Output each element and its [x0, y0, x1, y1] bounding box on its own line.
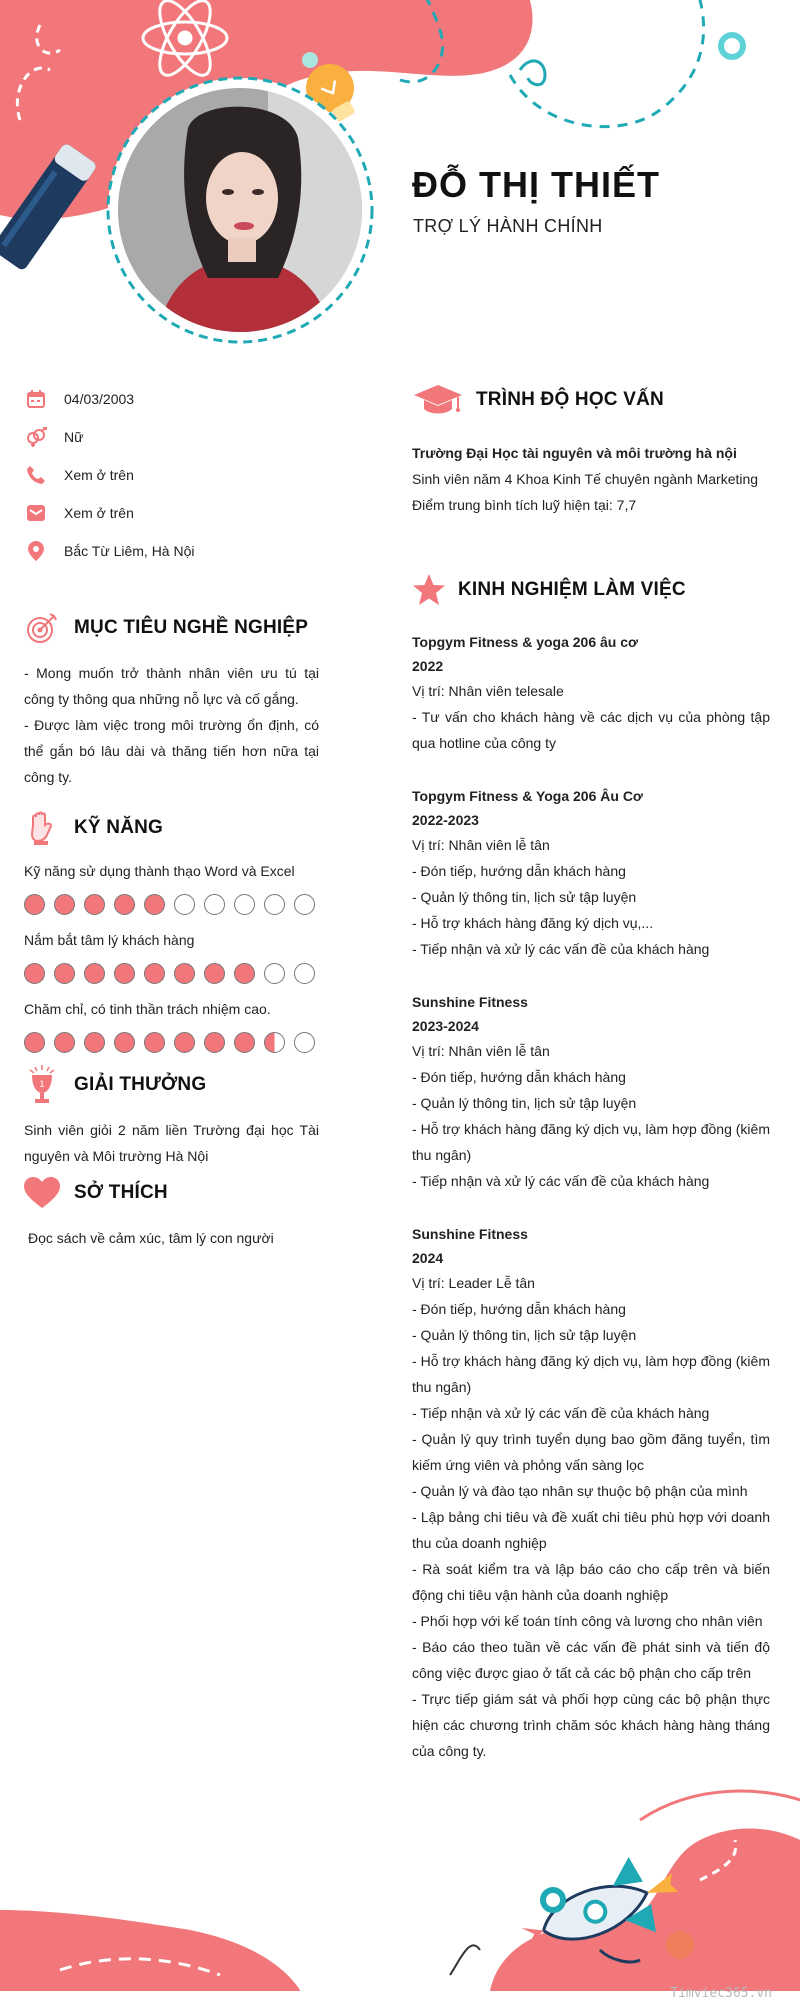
job-detail: - Rà soát kiểm tra và lập báo cáo cho cấp trên và biến động chi tiêu vận hành của doanh nghiệp — [412, 1561, 770, 1603]
hand-icon — [24, 810, 60, 846]
heart-icon — [24, 1175, 60, 1211]
rating-dot — [114, 1032, 135, 1053]
job-detail: - Lập bảng chi tiêu và đề xuất chi tiêu phù hợp với doanh thu của doanh nghiệp — [412, 1509, 770, 1551]
avatar — [118, 88, 362, 332]
rating-dot — [84, 1032, 105, 1053]
rating-dot — [54, 894, 75, 915]
skills-list — [24, 860, 319, 1053]
rating-dot — [264, 1032, 285, 1053]
email-icon — [24, 501, 48, 525]
job-detail: - Hỗ trợ khách hàng đăng ký dịch vụ, làm hợp đồng (kiêm thu ngân) — [412, 1121, 770, 1163]
rating-dot — [264, 963, 285, 984]
rating-dot — [24, 1032, 45, 1053]
calendar-icon — [24, 387, 48, 411]
rating-dot — [294, 1032, 315, 1053]
rating-dot — [234, 963, 255, 984]
education-school: Trường Đại Học tài nguyên và môi trường hà nội — [412, 445, 737, 461]
rating-dot — [114, 894, 135, 915]
job-company: Sunshine Fitness — [412, 1226, 528, 1242]
left-column — [24, 380, 319, 1251]
rating-dot — [174, 963, 195, 984]
contact-phone — [24, 456, 319, 494]
skill-name: Nắm bắt tâm lý khách hàng — [24, 932, 195, 948]
gender-icon — [24, 425, 48, 449]
job-detail: - Tiếp nhận và xử lý các vấn đề của khách hàng — [412, 941, 710, 957]
right-column — [412, 380, 770, 1792]
rating-dot — [204, 963, 225, 984]
job-detail: - Tư vấn cho khách hàng về các dịch vụ của phòng tập qua hotline của công ty — [412, 709, 770, 751]
job-detail: Vị trí: Nhân viên lễ tân — [412, 1043, 550, 1059]
trophy-icon — [24, 1067, 60, 1103]
job-detail: - Phối hợp với kế toán tính công và lương cho nhân viên — [412, 1613, 763, 1629]
job-entry — [412, 784, 770, 962]
hobbies-header — [24, 1175, 319, 1211]
experience-title: KINH NGHIỆM LÀM VIỆC — [458, 579, 686, 600]
job-detail: - Hỗ trợ khách hàng đăng ký dịch vụ,... — [412, 915, 654, 931]
job-detail: - Trực tiếp giám sát và phối hợp cùng các bộ phận thực hiện các chương trình chăm sóc khách hàng hàng tháng của công ty. — [412, 1691, 770, 1759]
awards-text: Sinh viên giỏi 2 năm liền Trường đại học Tài nguyên và Môi trường Hà Nội — [24, 1122, 319, 1164]
job-detail: - Quản lý thông tin, lịch sử tập luyện — [412, 889, 637, 905]
phone-value: Xem ở trên — [64, 467, 134, 483]
job-period: 2024 — [412, 1250, 444, 1266]
skill-rating — [24, 1032, 319, 1053]
candidate-name: ĐỖ THỊ THIẾT — [412, 164, 660, 205]
skills-header — [24, 810, 319, 846]
objective-line-2: - Được làm việc trong môi trường ổn định, có thể gắn bó lâu dài và thăng tiến hơn nữa tại công ty. — [24, 717, 319, 785]
contact-email — [24, 494, 319, 532]
job-entry — [412, 990, 770, 1194]
job-detail: - Quản lý và đào tạo nhân sự thuộc bộ phận của mình — [412, 1483, 748, 1499]
skill-rating — [24, 963, 319, 984]
rating-dot — [234, 894, 255, 915]
contact-gender — [24, 418, 319, 456]
hobbies-text: Đọc sách về cảm xúc, tâm lý con người — [28, 1230, 274, 1246]
job-detail: - Đón tiếp, hướng dẫn khách hàng — [412, 863, 626, 879]
address-value: Bắc Từ Liêm, Hà Nội — [64, 543, 195, 559]
objective-title: MỤC TIÊU NGHỀ NGHIỆP — [74, 617, 309, 638]
rating-dot — [144, 963, 165, 984]
job-entry — [412, 1222, 770, 1764]
skill-name: Kỹ năng sử dụng thành thạo Word và Excel — [24, 863, 295, 879]
rating-dot — [114, 963, 135, 984]
rating-dot — [294, 894, 315, 915]
rating-dot — [234, 1032, 255, 1053]
job-detail: - Tiếp nhận và xử lý các vấn đề của khách hàng — [412, 1405, 710, 1421]
job-detail: Vị trí: Leader Lễ tân — [412, 1275, 535, 1291]
rating-dot — [144, 1032, 165, 1053]
rating-dot — [204, 894, 225, 915]
experience-list — [412, 630, 770, 1764]
education-title: TRÌNH ĐỘ HỌC VẤN — [476, 389, 664, 410]
education-header — [412, 380, 770, 420]
skill-name: Chăm chỉ, có tinh thần trách nhiệm cao. — [24, 1001, 271, 1017]
target-icon — [24, 610, 60, 646]
rating-dot — [264, 894, 285, 915]
rating-dot — [174, 1032, 195, 1053]
education-line-1: Sinh viên năm 4 Khoa Kinh Tế chuyên ngành Marketing — [412, 471, 759, 487]
objective-line-1: - Mong muốn trở thành nhân viên ưu tú tại công ty thông qua những nỗ lực và cố gắng. — [24, 665, 319, 707]
svg-text:1: 1 — [39, 1079, 45, 1089]
job-period: 2023-2024 — [412, 1018, 479, 1034]
job-detail: - Hỗ trợ khách hàng đăng ký dịch vụ, làm hợp đồng (kiêm thu ngân) — [412, 1353, 770, 1395]
rating-dot — [84, 963, 105, 984]
rating-dot — [144, 894, 165, 915]
rating-dot — [174, 894, 195, 915]
star-icon — [412, 570, 450, 610]
awards-header — [24, 1067, 319, 1103]
rating-dot — [54, 963, 75, 984]
job-period: 2022-2023 — [412, 812, 479, 828]
location-icon — [24, 539, 48, 563]
objective-header — [24, 610, 319, 646]
rating-dot — [24, 894, 45, 915]
job-detail: - Tiếp nhận và xử lý các vấn đề của khách hàng — [412, 1173, 710, 1189]
graduation-cap-icon — [412, 380, 468, 420]
footer-decoration — [0, 1760, 800, 2011]
job-detail: - Quản lý thông tin, lịch sử tập luyện — [412, 1095, 637, 1111]
experience-header — [412, 570, 770, 610]
job-period: 2022 — [412, 658, 444, 674]
job-title: TRỢ LÝ HÀNH CHÍNH — [413, 216, 603, 236]
education-line-2: Điểm trung bình tích luỹ hiện tại: 7,7 — [412, 497, 637, 513]
job-company: Sunshine Fitness — [412, 994, 528, 1010]
watermark: Timviec365.vn — [670, 1986, 772, 2001]
skills-title: KỸ NĂNG — [74, 817, 164, 838]
job-company: Topgym Fitness & yoga 206 âu cơ — [412, 634, 638, 650]
rating-dot — [54, 1032, 75, 1053]
rating-dot — [24, 963, 45, 984]
rating-dot — [204, 1032, 225, 1053]
contact-address — [24, 532, 319, 570]
job-detail: - Đón tiếp, hướng dẫn khách hàng — [412, 1069, 626, 1085]
email-value: Xem ở trên — [64, 505, 134, 521]
job-detail: - Quản lý quy trình tuyển dụng bao gồm đăng tuyển, tìm kiếm ứng viên và phỏng vấn sàng lọc — [412, 1431, 770, 1473]
rating-dot — [84, 894, 105, 915]
hobbies-title: SỞ THÍCH — [74, 1182, 168, 1203]
job-detail: - Đón tiếp, hướng dẫn khách hàng — [412, 1301, 626, 1317]
job-company: Topgym Fitness & Yoga 206 Âu Cơ — [412, 788, 643, 804]
job-detail: - Quản lý thông tin, lịch sử tập luyện — [412, 1327, 637, 1343]
job-detail: - Báo cáo theo tuần về các vấn đề phát sinh và tiến độ công việc được giao ở tất cả các bộ phận cho cấp trên — [412, 1639, 770, 1681]
contact-birthday — [24, 380, 319, 418]
job-detail: Vị trí: Nhân viên lễ tân — [412, 837, 550, 853]
skill-rating — [24, 894, 319, 915]
gender-value: Nữ — [64, 429, 84, 445]
birthday-value: 04/03/2003 — [64, 391, 135, 407]
job-detail: Vị trí: Nhân viên telesale — [412, 683, 564, 699]
rating-dot — [294, 963, 315, 984]
phone-icon — [24, 463, 48, 487]
job-entry — [412, 630, 770, 756]
awards-title: GIẢI THƯỞNG — [74, 1074, 207, 1095]
